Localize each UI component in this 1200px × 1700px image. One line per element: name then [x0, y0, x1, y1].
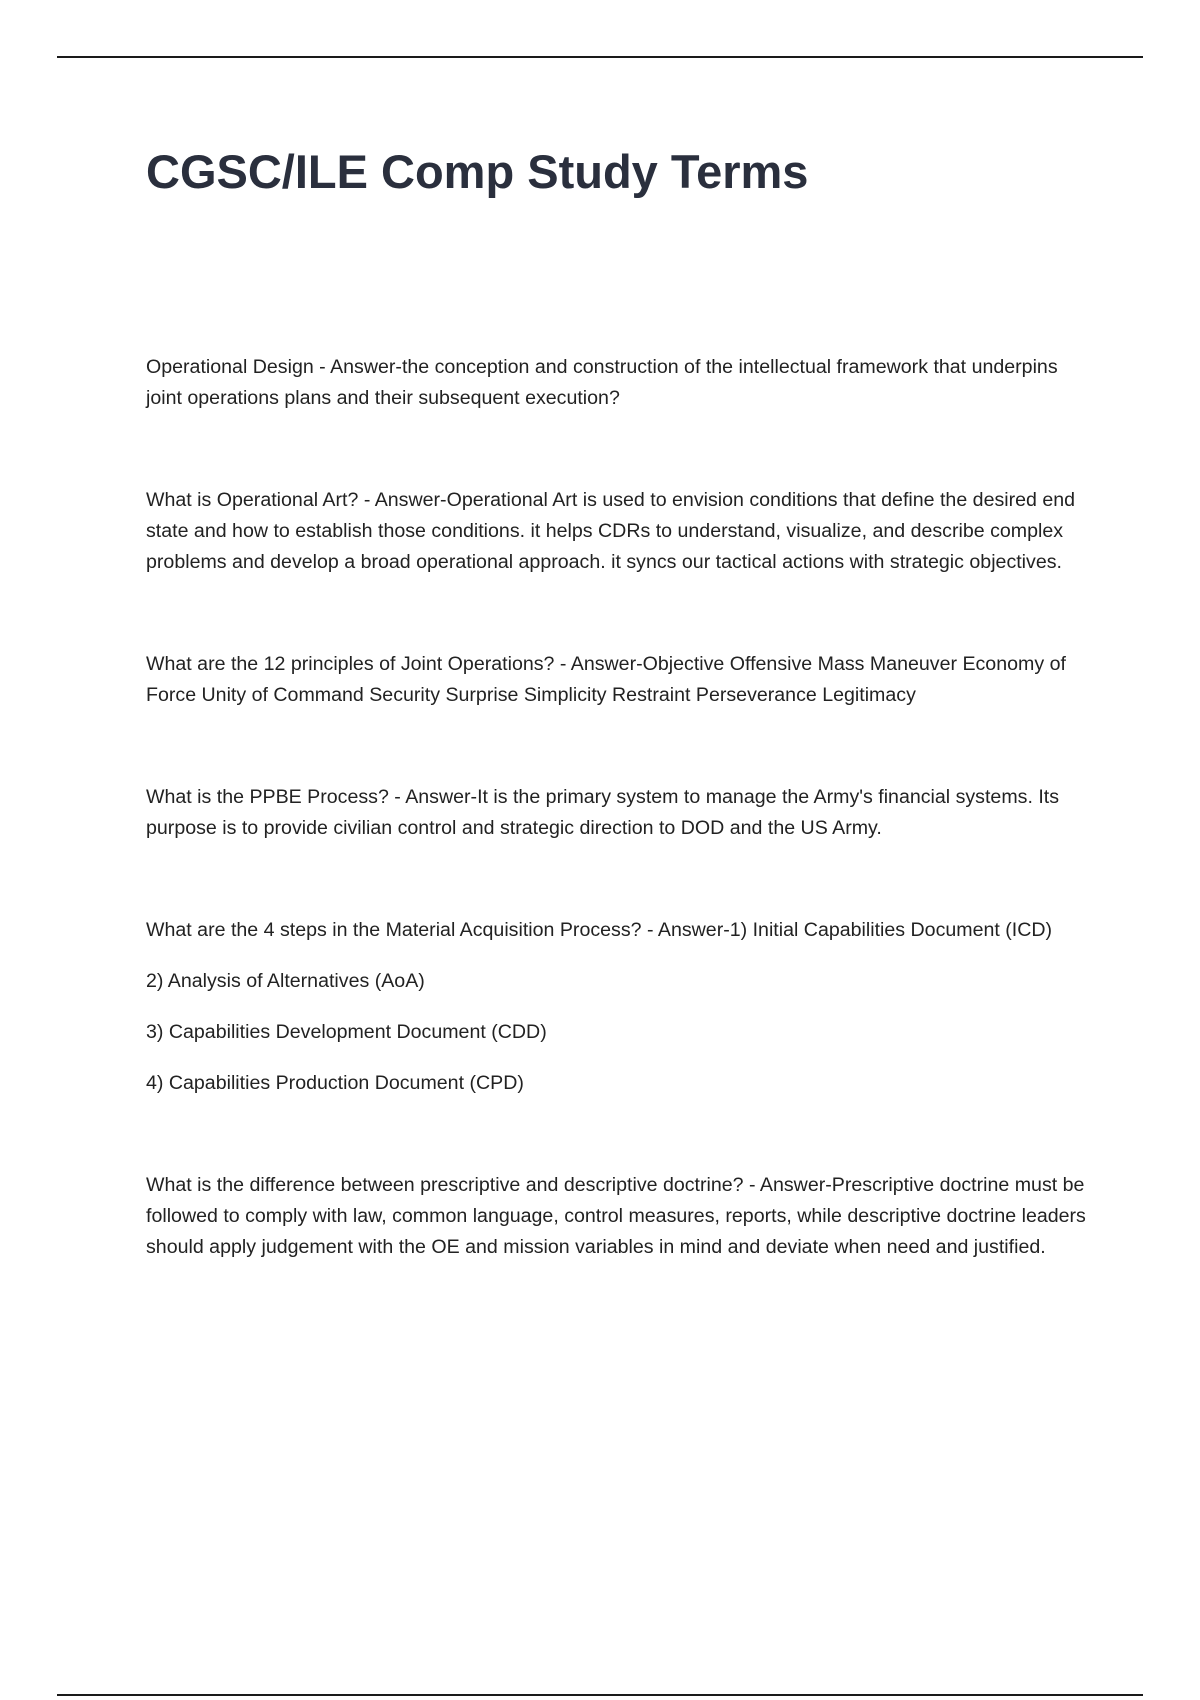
- qa-entry: [146, 485, 1086, 578]
- answer-text: Prescriptive doctrine must be followed to comply with law, common language, control measures, reports, while descriptive doctrine leaders should apply judgement with the OE and mission variables in mind and deviate when need and justified.: [146, 1174, 1086, 1258]
- answer-text: Operational Art is used to envision conditions that define the desired end state and how to establish those conditions. it helps CDRs to understand, visualize, and describe complex problems and develop a broad operational approach. it syncs our tactical actions with strategic objectives.: [146, 489, 1076, 573]
- qa-entry: [146, 649, 1086, 711]
- qa-text: What is Operational Art? - Answer-Operational Art is used to envision conditions that define the desired end state and how to establish those conditions. it helps CDRs to understand, visualize, and describe complex problems and develop a broad operational approach. it syncs our tactical actions with strategic objectives.: [146, 489, 1076, 573]
- question-text: Operational Design: [146, 356, 314, 378]
- question-text: What are the 12 principles of Joint Operations?: [146, 653, 555, 675]
- qa-text: What is the PPBE Process? - Answer-It is the primary system to manage the Army's financial systems. Its purpose is to provide civilian control and strategic direction to DOD and the US Army.: [146, 786, 1060, 839]
- qa-text: What are the 4 steps in the Material Acquisition Process? - Answer-1) Initial Capabilities Document (ICD): [146, 919, 1053, 941]
- bottom-rule: [57, 1694, 1143, 1696]
- qa-text: What are the 12 principles of Joint Operations? - Answer-Objective Offensive Mass Maneuver Economy of Force Unity of Command Security Surprise Simplicity Restraint Perseverance Legitimacy: [146, 653, 1066, 706]
- question-text: What is the PPBE Process?: [146, 786, 389, 808]
- qa-entry: [146, 1170, 1086, 1263]
- qa-entry: [146, 782, 1086, 844]
- top-rule: [57, 56, 1143, 58]
- answer-text: the conception and construction of the intellectual framework that underpins joint operations plans and their subsequent execution?: [146, 356, 1058, 409]
- answer-line: 2) Analysis of Alternatives (AoA): [146, 970, 425, 992]
- qa-entry: [146, 352, 1086, 414]
- answer-line: 3) Capabilities Development Document (CDD): [146, 1021, 547, 1043]
- qa-text: What is the difference between prescriptive and descriptive doctrine? - Answer-Prescriptive doctrine must be followed to comply with law, common language, control measures, reports, while descriptive doctrine leaders should apply judgement with the OE and mission variables in mind and deviate when need and justified.: [146, 1174, 1086, 1258]
- answer-text: 1) Initial Capabilities Document (ICD): [729, 919, 1053, 941]
- document-body: [146, 352, 1086, 1334]
- answer-line: 4) Capabilities Production Document (CPD): [146, 1072, 524, 1094]
- answer-text: It is the primary system to manage the Army's financial systems. Its purpose is to provide civilian control and strategic direction to DOD and the US Army.: [146, 786, 1060, 839]
- qa-text: Operational Design - Answer-the conception and construction of the intellectual framework that underpins joint operations plans and their subsequent execution?: [146, 356, 1058, 409]
- answer-text: Objective Offensive Mass Maneuver Economy of Force Unity of Command Security Surprise Simplicity Restraint Perseverance Legitimacy: [146, 653, 1066, 706]
- page-title: CGSC/ILE Comp Study Terms: [146, 145, 809, 198]
- question-text: What is Operational Art?: [146, 489, 359, 511]
- question-text: What is the difference between prescriptive and descriptive doctrine?: [146, 1174, 744, 1196]
- qa-entry: [146, 915, 1086, 1099]
- question-text: What are the 4 steps in the Material Acquisition Process?: [146, 919, 642, 941]
